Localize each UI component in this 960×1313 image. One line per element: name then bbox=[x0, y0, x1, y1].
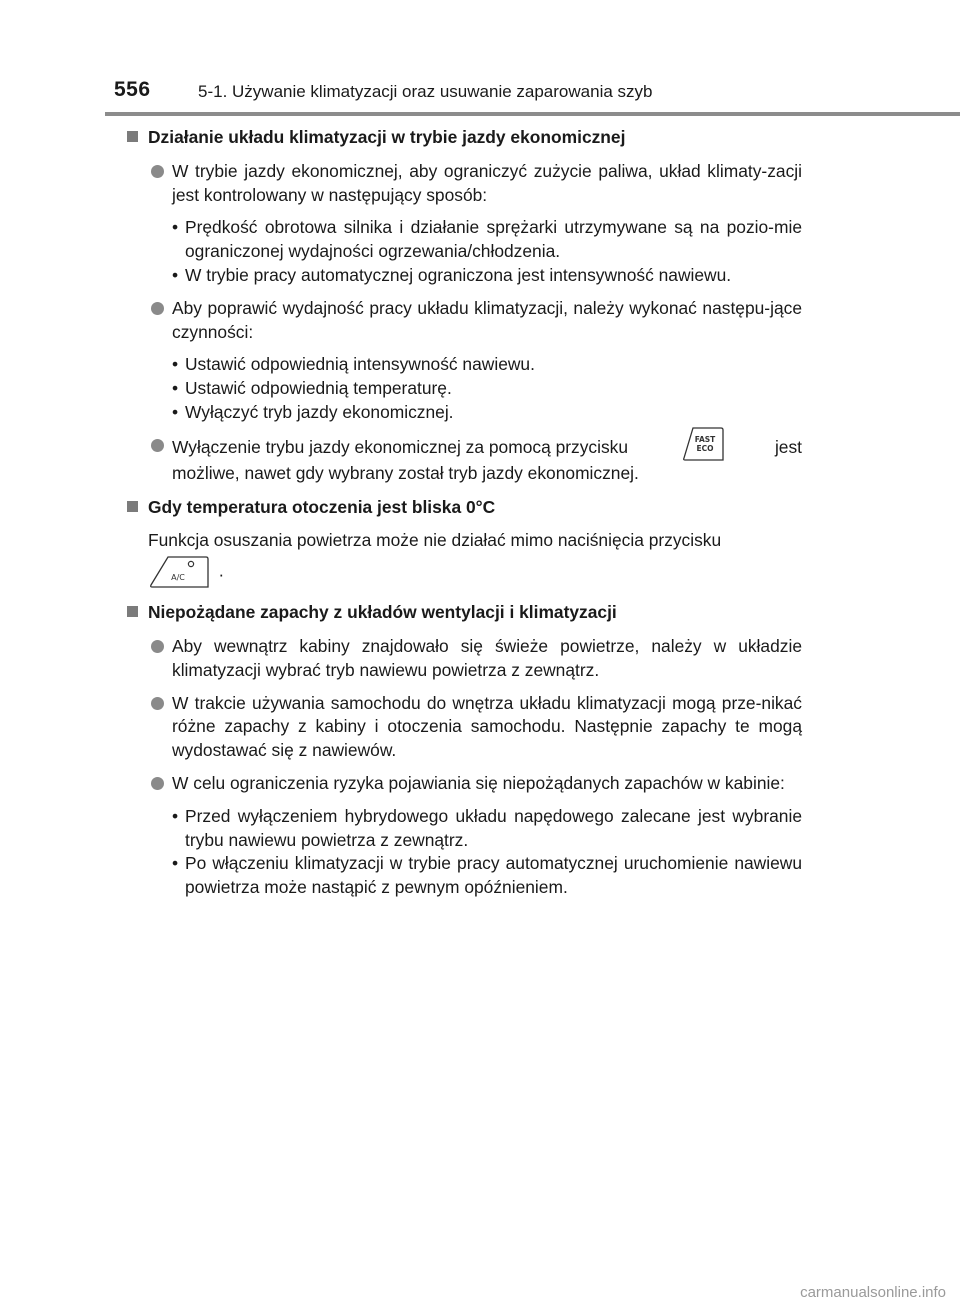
list-item: • Po włączeniu klimatyzacji w trybie pracy automatycznej uruchomienie nawiewu powietrza może nastąpić z pewnym opóźnieniem. bbox=[172, 853, 802, 898]
sublist-reduce-odors bbox=[126, 805, 802, 900]
square-bullet-icon bbox=[127, 501, 138, 512]
list-item: • Wyłączyć tryb jazdy ekonomicznej. bbox=[172, 401, 454, 422]
ac-button-icon bbox=[148, 555, 210, 589]
paragraph-dehumidify: Funkcja osuszania powietrza może nie działać mimo naciśnięcia przycisku A/C . bbox=[126, 529, 802, 589]
bullet-improve-performance: Aby poprawić wydajność pracy układu klimatyzacji, należy wykonać następu-jące czynności: bbox=[126, 297, 802, 345]
bullet-reduce-odors: W celu ograniczenia ryzyka pojawiania się niepożądanych zapachów w kabinie: bbox=[126, 772, 802, 796]
square-bullet-icon bbox=[127, 606, 138, 617]
heading-near-zero-temp: Gdy temperatura otoczenia jest bliska 0°C bbox=[126, 496, 802, 520]
header-rule bbox=[105, 112, 960, 116]
round-bullet-icon bbox=[151, 165, 164, 178]
list-item: • Ustawić odpowiednią intensywność nawiewu. bbox=[172, 354, 535, 375]
bullet-fresh-air: Aby wewnątrz kabiny znajdowało się świeże powietrze, należy w układzie klimatyzacji wybrać tryb nawiewu powietrza z zewnątrz. bbox=[126, 635, 802, 683]
round-bullet-icon bbox=[151, 697, 164, 710]
bullet-eco-control: W trybie jazdy ekonomicznej, aby ograniczyć zużycie paliwa, układ klimaty-zacji jest kontrolowany w następujący sposób: bbox=[126, 160, 802, 208]
list-item: • Ustawić odpowiednią temperaturę. bbox=[172, 378, 452, 399]
round-bullet-icon bbox=[151, 640, 164, 653]
bullet-odors-entering: W trakcie używania samochodu do wnętrza układu klimatyzacji mogą prze-nikać różne zapachy z kabiny i otoczenia samochodu. Następnie zapachy te mogą wydostawać się z nawiewów. bbox=[126, 692, 802, 763]
list-item: • W trybie pracy automatycznej ograniczona jest intensywność nawiewu. bbox=[172, 264, 732, 285]
round-bullet-icon bbox=[151, 302, 164, 315]
sublist-improve-performance bbox=[126, 353, 802, 424]
list-item: • Przed wyłączeniem hybrydowego układu napędowego zalecane jest wybranie trybu nawiewu powietrza z zewnątrz. bbox=[172, 805, 802, 850]
svg-text:ECO: ECO bbox=[695, 443, 714, 453]
page-header bbox=[0, 0, 960, 118]
svg-text:A/C: A/C bbox=[171, 573, 185, 583]
section-title: 5-1. Używanie klimatyzacji oraz usuwanie zaparowania szyb bbox=[198, 82, 653, 101]
square-bullet-icon bbox=[127, 131, 138, 142]
page-number: 556 bbox=[114, 78, 151, 101]
list-item: • Prędkość obrotowa silnika i działanie sprężarki utrzymywane są na pozio-mie ograniczonej wydajności ogrzewania/chłodzenia. bbox=[172, 217, 802, 262]
heading-eco-mode: Działanie układu klimatyzacji w trybie jazdy ekonomicznej bbox=[126, 126, 802, 150]
heading-unwanted-odors: Niepożądane zapachy z układów wentylacji i klimatyzacji bbox=[126, 601, 802, 625]
watermark: carmanualsonline.info bbox=[800, 1284, 946, 1301]
svg-text:FAST: FAST bbox=[694, 434, 715, 444]
round-bullet-icon bbox=[151, 777, 164, 790]
fast-eco-button-icon bbox=[681, 426, 725, 462]
round-bullet-icon bbox=[151, 439, 164, 452]
bullet-disable-eco: Wyłączenie trybu jazdy ekonomicznej za pomocą przycisku FAST ECO jest możliwe, nawet gdy wybrany został tryb jazdy ekonomicznej. bbox=[126, 434, 802, 486]
sublist-eco-control bbox=[126, 216, 802, 287]
page-content bbox=[126, 126, 802, 909]
